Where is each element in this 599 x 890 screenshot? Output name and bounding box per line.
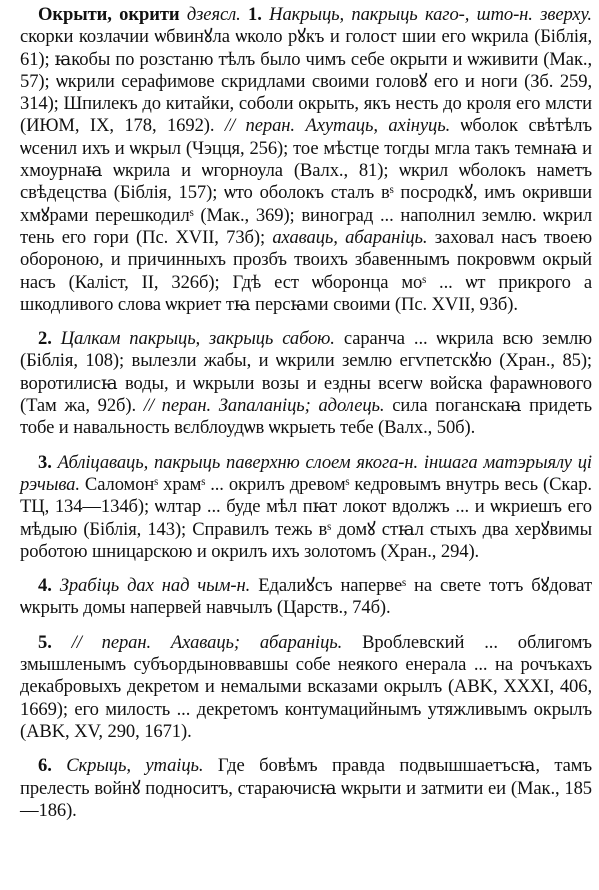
sense-paragraph (20, 328, 592, 439)
sense-number: 2. (38, 328, 52, 350)
figurative-citations: ѡболок свѣтѣлъ ѡсенил ихъ и ѡкрыл (Чэцця, 256); тое мѣстце тогды мгла такъ темнаꙗ и хмоурнаꙗ ѡкрила и ѡгорноула (Валх., 81); ѡкрил ѡболокъ наметъ свѣдецства (Біблія, 157); ѡто оболокъ сталъ вˢ посродкꙋ, имъ окривши хмꙋрами перешкодилˢ (Мак., 369); виноград ... наполнил землю. ѡкрил тень его гори (Пс. XVII, 73б); (20, 115, 593, 248)
sense-citations: саранча ... ѡкрила всю землю (Біблія, 108); вылезли жабы, и ѡкрили землю егѵпетскꙋю (Хран., 85); воротилисꙗ воды, и ѡкрыли возы и ездны всегѡ войска фараѡнового (Там жа, 92б). (20, 328, 592, 417)
sense-6 (20, 755, 592, 822)
sense-citations: скорки козлачии ѡбвинꙋла ѡколо рꙋкъ и голост шии его ѡкрила (Біблія, 61); ꙗкобы по розстаню тѣлъ было чимъ себе окрыти и ѡживити (Мак., 57); ѡкрили серафимове скридлами своими головꙋ его и ноги (Зб. 259, 314); Шпилекъ до китайки, соболи окрыть, якъ несть до кроля его млсти (ИЮМ, IX, 178, 1692). (20, 26, 592, 137)
sense-paragraph (20, 4, 592, 316)
sense-citations: Где бовѣмъ правда подвышшаетъсꙗ, тамъ прелесть войнꙋ подноситъ, стараючисꙗ ѡкрыти и затмити еи (Мак., 185—186). (20, 755, 592, 821)
sense-citations: Едалиꙋсъ напервеˢ на свете тотъ бꙋдоват ѡкрыть домы напервей навчылъ (Царств., 74б). (20, 575, 592, 619)
sense-citations: Саломонˢ храмˢ ... окрилъ древомˢ кедровымъ внутрь весь (Скар. ТЦ, 134—134б); ѡлтар ... буде мѣл пꙗт локот вдолжъ ... и ѡкриешъ его мѣдыю (Біблія, 143); Справилъ тежь вˢ домꙋ стꙗл стыхъ два херꙋвимы роботою шницарскою и окрилъ ихъ золотомъ (Хран., 294). (20, 473, 592, 562)
figurative-citations: сила поганскаꙗ придеть тобе и навальность вєлблоудѡв ѡкрыеть тебе (Валх., 50б). (20, 395, 592, 439)
sense-citations: Вроблевский ... облигомъ змышленымъ субъордыноввавшы собе неякого енерала ... на рочъкахъ декабровыхъ декретом и немалыми всказами окрылъ (ABK, XXXI, 406, 1669); его милость ... декретомъ контумацийнымъ утяжливымъ окрылъ (ABK, XV, 290, 1671). (20, 631, 592, 742)
sense-number: 4. (38, 575, 52, 597)
sense-number: 3. (38, 451, 52, 473)
sense-number: 6. (38, 755, 52, 777)
sense-definition: Абліцаваць, пакрыць паверхню слоем якога-н. іншага матэрыялу ці рэчыва. (20, 451, 592, 495)
sense-1 (20, 4, 592, 316)
sense-5 (20, 632, 592, 743)
sense-2 (20, 328, 592, 439)
part-of-speech: дзеясл. (186, 4, 241, 25)
sense-paragraph (20, 755, 592, 822)
sense-3 (20, 452, 592, 563)
figurative-label: // перан. Ахутаць, ахінуць. (224, 115, 451, 137)
sense-definition: Цалкам пакрыць, закрыць сабою. (60, 328, 335, 350)
figurative-label: // перан. Запаланіць; адолець. (143, 395, 385, 417)
dictionary-page (20, 4, 592, 834)
sense-definition: Зрабіць дах над чым-н. (59, 575, 251, 597)
sense-definition: Скрыць, утаіць. (66, 755, 204, 777)
sense-paragraph (20, 575, 592, 620)
sense-number: 1. (248, 4, 262, 25)
sense-4 (20, 575, 592, 620)
sense-number: 5. (38, 631, 52, 653)
sense-definition: Накрыць, пакрыць каго-, што-н. зверху. (269, 4, 592, 25)
sense-paragraph (20, 452, 592, 563)
sense-paragraph (20, 632, 592, 743)
subsense-citations: заховал насъ твоею обороною, и причинныхъ прозбъ твоихъ збавеннымъ покровѡм окрый насъ (Каліст, II, 326б); Гдѣ ест ѡборонца моˢ ... ѡт прикрого а шкодливого слова ѡкриет тꙗ персꙗми своими (Пс. XVII, 93б). (20, 226, 592, 315)
headword: Окрыти, окрити (38, 4, 180, 25)
sense-definition: // перан. Ахаваць; абараніць. (71, 631, 343, 653)
subsense-label: ахаваць, абараніць. (272, 226, 428, 248)
